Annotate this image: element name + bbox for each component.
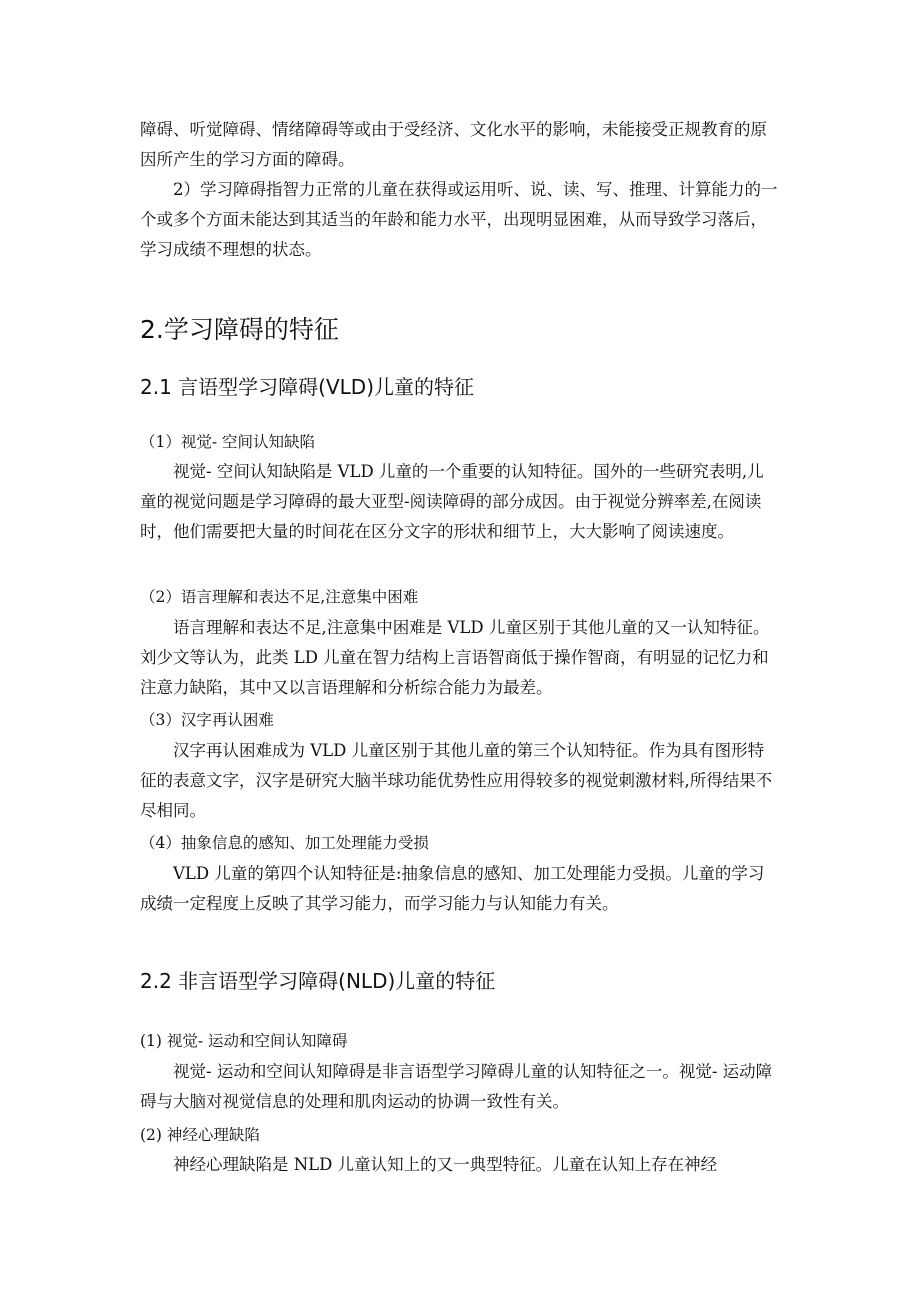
item-heading-vld-2: （2）语言理解和表达不足,注意集中困难 bbox=[140, 588, 419, 606]
item-heading-nld-2: (2) 神经心理缺陷 bbox=[140, 1126, 260, 1144]
subsection-title-vld: 2.1 言语型学习障碍(VLD)儿童的特征 bbox=[140, 375, 474, 399]
item-body-vld-3: 汉字再认困难成为 VLD 儿童区别于其他儿童的第三个认知特征。作为具有图形特征的表意文字，汉字是研究大脑半球功能优势性应用得较多的视觉刺激材料,所得结果不尽相同。 bbox=[140, 741, 773, 820]
subsection-title-nld: 2.2 非言语型学习障碍(NLD)儿童的特征 bbox=[140, 969, 496, 993]
item-body-nld-2: 神经心理缺陷是 NLD 儿童认知上的又一典型特征。儿童在认知上存在神经 bbox=[173, 1155, 718, 1174]
item-body-vld-4: VLD 儿童的第四个认知特征是:抽象信息的感知、加工处理能力受损。儿童的学习成绩一定程度上反映了其学习能力，而学习能力与认知能力有关。 bbox=[140, 864, 765, 913]
intro-paragraph-2: 2）学习障碍指智力正常的儿童在获得或运用听、说、读、写、推理、计算能力的一个或多个方面未能达到其适当的年龄和能力水平，出现明显困难，从而导致学习落后，学习成绩不理想的状态。 bbox=[140, 180, 778, 259]
intro-paragraph-1: 障碍、听觉障碍、情绪障碍等或由于受经济、文化水平的影响，未能接受正规教育的原因所产生的学习方面的障碍。 bbox=[140, 120, 767, 169]
item-heading-nld-1: (1) 视觉- 运动和空间认知障碍 bbox=[140, 1032, 348, 1050]
item-heading-vld-4: （4）抽象信息的感知、加工处理能力受损 bbox=[140, 834, 429, 852]
item-heading-vld-3: （3）汉字再认困难 bbox=[140, 711, 274, 729]
item-body-nld-1: 视觉- 运动和空间认知障碍是非言语型学习障碍儿童的认知特征之一。视觉- 运动障碍与大脑对视觉信息的处理和肌肉运动的协调一致性有关。 bbox=[140, 1062, 773, 1111]
item-body-vld-1: 视觉- 空间认知缺陷是 VLD 儿童的一个重要的认知特征。国外的一些研究表明,儿童的视觉问题是学习障碍的最大亚型-阅读障碍的部分成因。由于视觉分辨率差,在阅读时，他们需要把大量的时间花在区分文字的形状和细节上，大大影响了阅读速度。 bbox=[140, 462, 764, 541]
item-body-vld-2: 语言理解和表达不足,注意集中困难是 VLD 儿童区别于其他儿童的又一认知特征。刘少文等认为，此类 LD 儿童在智力结构上言语智商低于操作智商，有明显的记忆力和注意力缺陷，其中又以言语理解和分析综合能力为最差。 bbox=[140, 618, 770, 697]
section-title: 2.学习障碍的特征 bbox=[140, 315, 339, 344]
item-heading-vld-1: （1）视觉- 空间认知缺陷 bbox=[140, 433, 316, 451]
